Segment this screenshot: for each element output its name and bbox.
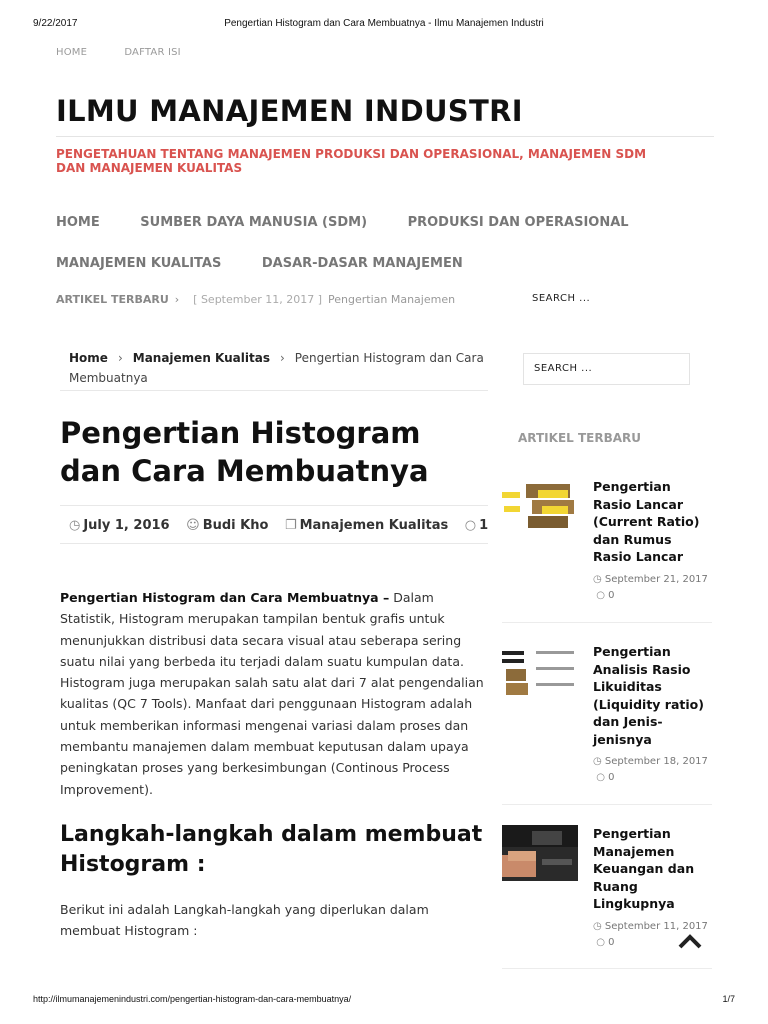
ticker-date: [ September 11, 2017 ] [193,293,323,306]
sidebar-post-title[interactable]: Pengertian Manajemen Keuangan dan Ruang Lingkupnya [593,826,695,911]
nav-manajemen-kualitas[interactable]: MANAJEMEN KUALITAS [56,256,222,271]
sidebar-post-comments[interactable]: 0 [608,772,615,783]
nav-sdm[interactable]: SUMBER DAYA MANUSIA (SDM) [140,215,368,230]
post-thumbnail[interactable] [502,825,578,881]
post-comment-count[interactable]: 1 [479,518,489,533]
divider [60,390,488,391]
sidebar-post-date: September 18, 2017 [604,756,708,767]
clock-icon: ◷ [593,756,602,767]
sidebar-post[interactable] [502,478,712,608]
print-page-number: 1/7 [722,994,735,1004]
print-url: http://ilmumanajemenindustri.com/pengertian-histogram-dan-cara-membuatnya/ [33,994,352,1004]
clock-icon: ◷ [593,573,602,585]
print-date: 9/22/2017 [33,18,78,29]
main-nav-row-2 [56,256,499,271]
divider [502,622,712,623]
comment-icon: ○ [464,518,477,533]
sidebar-post-comments[interactable]: 0 [608,589,615,601]
steps-intro-paragraph: Berikut ini adalah Langkah-langkah yang diperlukan dalam membuat Histogram : [60,902,429,939]
sidebar-post[interactable] [502,643,712,793]
print-title: Pengertian Histogram dan Cara Membuatnya - Ilmu Manajemen Industri [224,18,544,29]
nav-home[interactable]: HOME [56,215,100,230]
print-header [0,18,768,32]
chevron-right-icon: › [279,351,285,365]
post-intro-paragraph [60,587,488,800]
site-title[interactable]: ILMU MANAJEMEN INDUSTRI [56,94,523,128]
clock-icon: ◷ [593,920,602,932]
sidebar-post-comments[interactable]: 0 [608,936,615,948]
post-thumbnail[interactable] [502,643,578,699]
breadcrumb [69,348,489,388]
divider [502,968,712,969]
chevron-right-icon: › [174,293,180,306]
scroll-to-top-icon[interactable] [678,933,702,949]
news-ticker [56,293,455,306]
site-tagline: PENGETAHUAN TENTANG MANAJEMEN PRODUKSI DAN OPERASIONAL, MANAJEMEN SDM DAN MANAJEMEN KUALITAS [56,147,647,175]
sidebar-post-title[interactable]: Pengertian Rasio Lancar (Current Ratio) dan Rumus Rasio Lancar [593,479,700,564]
ticker-link[interactable]: Pengertian Manajemen [328,293,456,306]
main-nav-row-1 [56,215,665,230]
intro-bold: Pengertian Histogram dan Cara Membuatnya – [60,590,390,605]
breadcrumb-current: Pengertian Histogram dan Cara Membuatnya [69,351,484,385]
post-meta [69,518,500,533]
breadcrumb-category[interactable]: Manajemen Kualitas [132,351,270,365]
chevron-right-icon: › [117,351,123,365]
post-thumbnail[interactable] [502,478,578,534]
ticker-label: ARTIKEL TERBARU [56,293,169,306]
sidebar-post-date: September 21, 2017 [604,573,708,585]
nav-dasar-manajemen[interactable]: DASAR-DASAR MANAJEMEN [261,256,463,271]
comment-icon: ○ [596,589,605,601]
top-nav [56,47,215,58]
divider [56,136,714,137]
sidebar-post-title[interactable]: Pengertian Analisis Rasio Likuiditas (Liquidity ratio) dan Jenis-jenisnya [593,644,704,747]
post-date[interactable]: July 1, 2016 [83,518,170,533]
comment-icon: ○ [596,936,605,948]
post-title: Pengertian Histogram dan Cara Membuatnya [60,416,429,488]
top-nav-home[interactable]: HOME [56,47,88,58]
widget-title: ARTIKEL TERBARU [518,431,641,445]
divider [502,804,712,805]
clock-icon: ◷ [69,518,81,533]
folder-icon: ❐ [284,518,297,533]
header-search-input[interactable]: SEARCH ... [532,293,591,304]
nav-produksi-operasional[interactable]: PRODUKSI DAN OPERASIONAL [407,215,629,230]
post-category[interactable]: Manajemen Kualitas [299,518,449,533]
divider [60,543,488,544]
top-nav-daftar-isi[interactable]: DAFTAR ISI [124,47,181,58]
comment-icon: ○ [596,772,605,783]
sidebar-search-input[interactable]: SEARCH ... [523,353,690,385]
post-author[interactable]: Budi Kho [202,518,269,533]
intro-text: Dalam Statistik, Histogram merupakan tampilan bentuk grafis untuk menunjukkan distribusi data secara visual atau seberapa sering suatu nilai yang berbeda itu terjadi dalam suatu kumpulan data. Histogram juga merupakan salah satu alat dari 7 alat pengendalian kualitas (QC 7 Tools). Manfaat dari penggunaan Histogram adalah untuk memberikan informasi mengenai variasi dalam proses dan membantu manajemen dalam membuat keputusan dalam upaya peningkatan proses yang berkesimbungan (Continous Process Improvement). [60,590,484,797]
divider [60,505,488,506]
section-heading: Langkah-langkah dalam membuat Histogram : [60,822,483,877]
breadcrumb-home[interactable]: Home [69,351,108,365]
user-icon: ☺ [186,518,200,533]
sidebar-post-date: September 11, 2017 [604,920,708,932]
